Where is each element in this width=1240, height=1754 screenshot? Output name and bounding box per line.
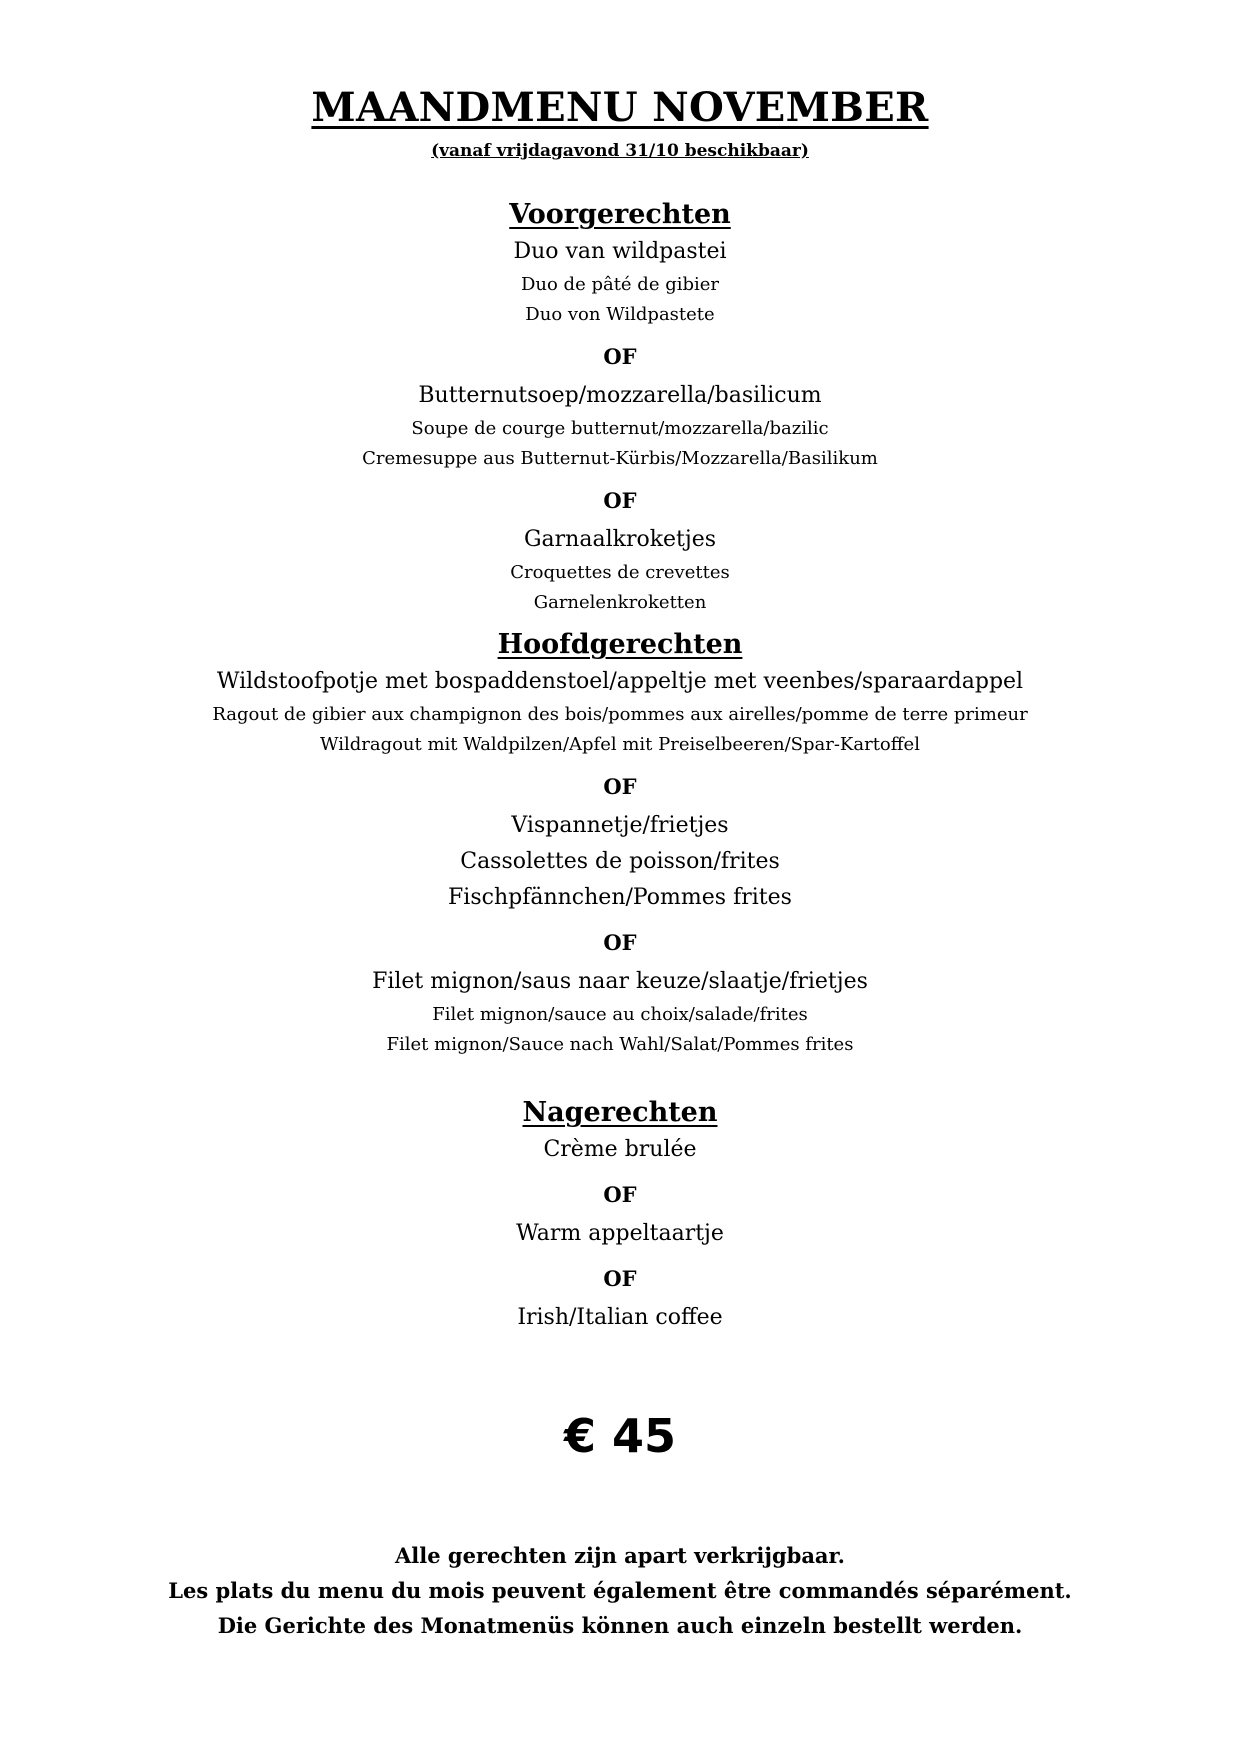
dish-name-nl: Wildstoofpotje met bospaddenstoel/appeltje met veenbes/sparaardappel (216, 669, 1024, 694)
main-dish-2 (0, 808, 1240, 916)
dish-name-de: Duo von Wildpastete (525, 304, 715, 325)
starters-heading: Voorgerechten (509, 199, 731, 230)
dish-name-fr: Cassolettes de poisson/frites (460, 849, 780, 874)
main-dish-3 (0, 964, 1240, 1060)
mains-heading: Hoofdgerechten (497, 629, 743, 660)
menu-price: € 45 (563, 1409, 677, 1463)
dish-name-de: Garnelenkroketten (533, 592, 707, 613)
dish-name-fr: Ragout de gibier aux champignon des bois/pommes aux airelles/pomme de terre primeur (212, 704, 1028, 725)
dish-name-nl: Butternutsoep/mozzarella/basilicum (418, 383, 822, 408)
or-separator: OF (603, 1266, 637, 1291)
dish-name-fr: Duo de pâté de gibier (520, 274, 720, 295)
dish-name-de: Fischpfännchen/Pommes frites (448, 885, 792, 910)
dessert-dish-1: Crème brulée (543, 1137, 697, 1162)
or-separator: OF (603, 488, 637, 513)
or-separator: OF (603, 930, 637, 955)
note-de: Die Gerichte des Monatmenüs können auch einzeln bestellt werden. (217, 1613, 1023, 1638)
or-separator: OF (603, 774, 637, 799)
starter-dish-2 (0, 378, 1240, 474)
dish-name-fr: Filet mignon/sauce au choix/salade/frites (432, 1004, 808, 1025)
desserts-heading: Nagerechten (522, 1097, 718, 1128)
mains-section (0, 626, 1240, 1060)
dish-name-nl: Filet mignon/saus naar keuze/slaatje/frietjes (372, 969, 868, 994)
dish-name-nl: Garnaalkroketjes (523, 527, 717, 552)
dessert-dish-2: Warm appeltaartje (516, 1221, 724, 1246)
or-separator: OF (603, 1182, 637, 1207)
dish-name-fr: Croquettes de crevettes (510, 562, 730, 583)
dish-name-nl: Vispannetje/frietjes (511, 813, 729, 838)
dessert-dish-3: Irish/Italian coffee (517, 1305, 723, 1330)
dish-name-fr: Soupe de courge butternut/mozzarella/bazilic (411, 418, 829, 439)
page-title: MAANDMENU NOVEMBER (311, 84, 929, 131)
starters-section (0, 196, 1240, 618)
starter-dish-3 (0, 522, 1240, 618)
dish-name-de: Cremesuppe aus Butternut-Kürbis/Mozzarella/Basilikum (362, 448, 878, 469)
main-dish-1 (0, 664, 1240, 760)
starter-dish-1 (0, 234, 1240, 330)
note-nl: Alle gerechten zijn apart verkrijgbaar. (395, 1543, 845, 1568)
or-separator: OF (603, 344, 637, 369)
dish-name-de: Filet mignon/Sauce nach Wahl/Salat/Pommes frites (386, 1034, 854, 1055)
availability-notes (0, 1538, 1240, 1643)
desserts-section (0, 1094, 1240, 1336)
dish-name-nl: Duo van wildpastei (513, 239, 727, 264)
dish-name-de: Wildragout mit Waldpilzen/Apfel mit Preiselbeeren/Spar-Kartoffel (320, 734, 920, 755)
note-fr: Les plats du menu du mois peuvent également être commandés séparément. (168, 1578, 1072, 1603)
availability-note: (vanaf vrijdagavond 31/10 beschikbaar) (431, 141, 809, 161)
